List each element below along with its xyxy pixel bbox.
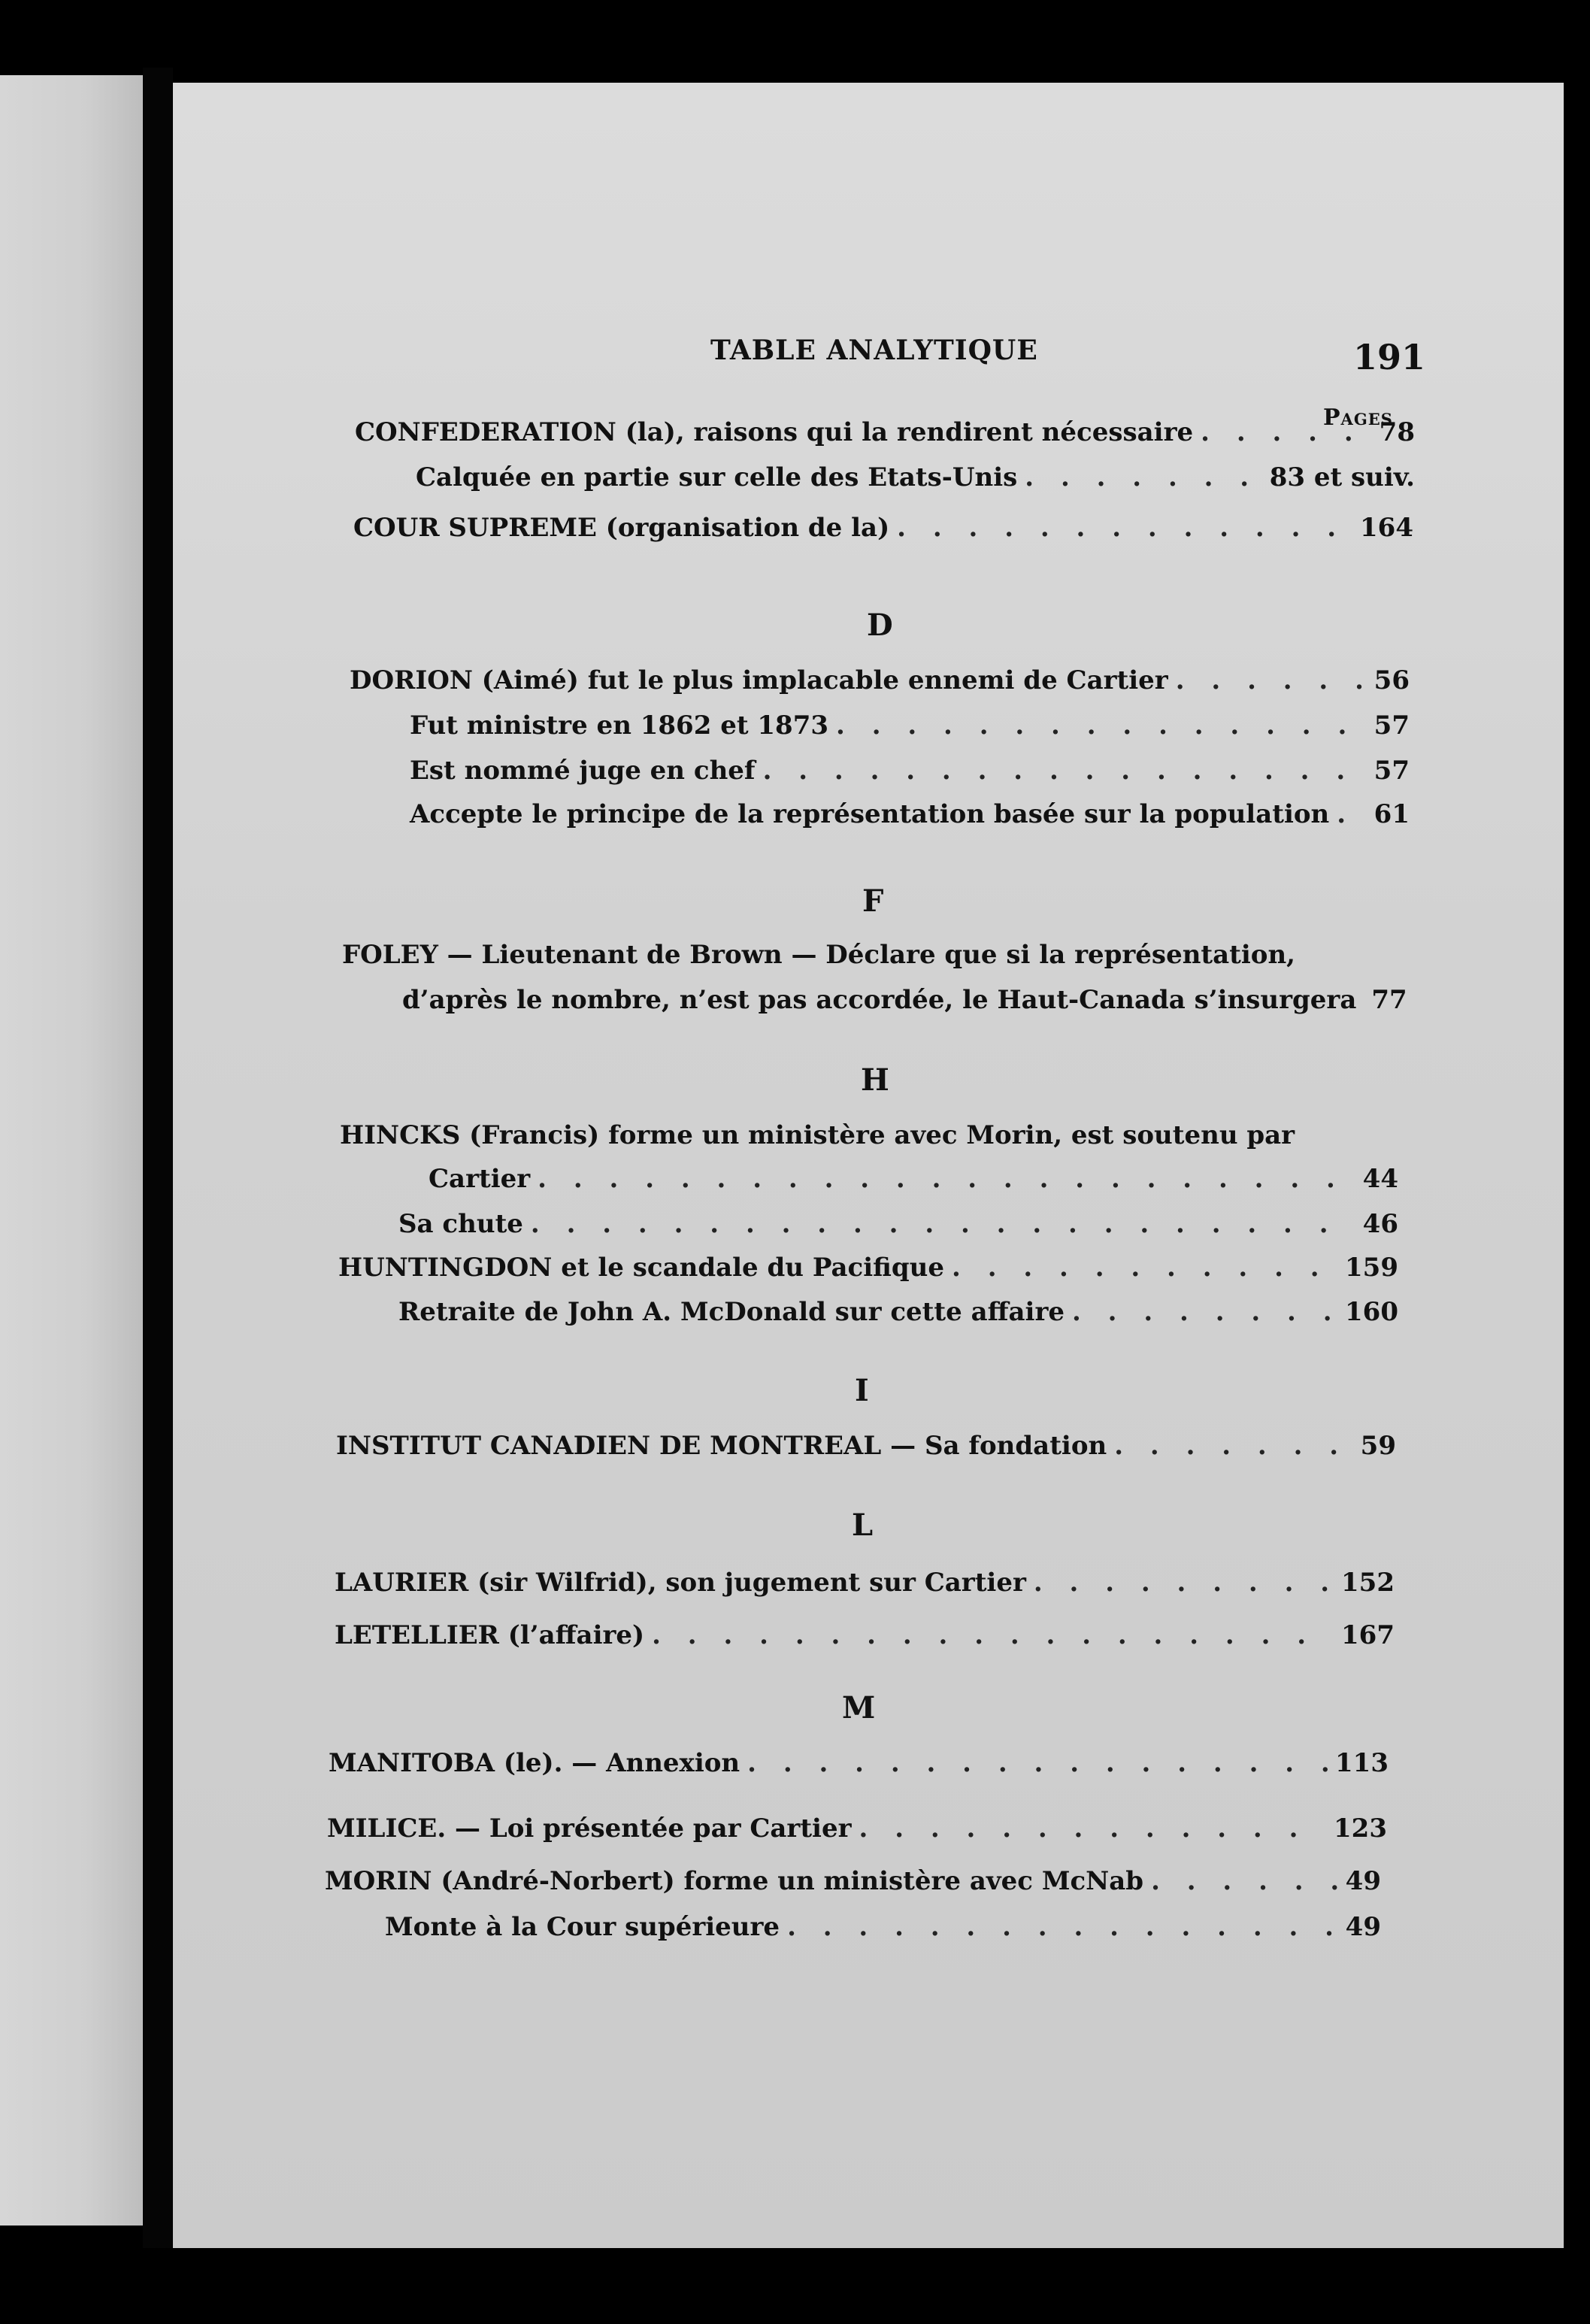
dot-leader — [763, 756, 1367, 786]
entry-text: Sa chute — [398, 1209, 523, 1239]
entry-text: Accepte le principe de la représentation basée sur la population — [410, 799, 1330, 829]
entry-page: 49 — [1345, 1912, 1381, 1942]
entry-text: MANITOBA (le). — Annexion — [329, 1748, 740, 1778]
index-subentry — [410, 756, 1410, 786]
index-entry — [325, 1866, 1381, 1896]
index-subentry — [410, 711, 1410, 741]
entry-text: INSTITUT CANADIEN DE MONTREAL — Sa fondation — [336, 1431, 1107, 1461]
section-letter: D — [867, 608, 893, 643]
entry-page: 113 — [1335, 1748, 1389, 1778]
dot-leader — [1151, 1866, 1338, 1896]
dot-leader — [1072, 1297, 1337, 1327]
index-entry — [350, 665, 1410, 695]
entry-page: 160 — [1345, 1297, 1398, 1327]
entry-page: 159 — [1345, 1253, 1398, 1283]
entry-text-line: FOLEY — Lieutenant de Brown — Déclare que si la représentation, — [342, 940, 1296, 970]
entry-text: HUNTINGDON et le scandale du Pacifique — [338, 1253, 945, 1283]
entry-text: Cartier — [429, 1164, 531, 1194]
index-subentry — [398, 1209, 1398, 1239]
running-title: TABLE ANALYTIQUE — [710, 335, 1038, 366]
index-entry — [338, 1253, 1398, 1283]
index-entry — [327, 1813, 1387, 1844]
dot-leader — [531, 1209, 1355, 1239]
entry-text: d’après le nombre, n’est pas accordée, le Haut-Canada s’insurgera — [402, 985, 1357, 1015]
index-entry — [355, 417, 1415, 447]
dot-leader — [1176, 665, 1367, 695]
entry-page: 83 et suiv. — [1269, 462, 1415, 492]
dot-leader — [1025, 462, 1261, 492]
entry-text: CONFEDERATION (la), raisons qui la rendirent nécessaire — [355, 417, 1194, 447]
dot-leader — [952, 1253, 1337, 1283]
entry-text: COUR SUPREME (organisation de la) — [353, 513, 890, 543]
dot-leader — [897, 513, 1352, 543]
entry-page: 49 — [1345, 1866, 1381, 1896]
index-entry — [335, 1568, 1395, 1598]
entry-text-line: HINCKS (Francis) forme un ministère avec Morin, est soutenu par — [340, 1120, 1295, 1150]
dot-leader — [1337, 799, 1366, 829]
entry-page: 61 — [1373, 799, 1410, 829]
section-letter: M — [842, 1690, 876, 1726]
dot-leader — [652, 1620, 1334, 1650]
section-letter: L — [852, 1507, 874, 1543]
index-entry — [336, 1431, 1396, 1461]
pages-column-label: Pages — [1323, 405, 1393, 431]
dot-leader — [859, 1813, 1327, 1844]
index-subentry — [416, 462, 1415, 492]
dot-leader — [1114, 1431, 1352, 1461]
index-entry — [353, 513, 1413, 543]
entry-page: 46 — [1362, 1209, 1398, 1239]
entry-text: DORION (Aimé) fut le plus implacable ennemi de Cartier — [350, 665, 1168, 695]
entry-text: MORIN (André-Norbert) forme un ministère avec McNab — [325, 1866, 1144, 1896]
entry-page: 164 — [1360, 513, 1413, 543]
dot-leader — [1201, 417, 1372, 447]
index-entry-continuation — [402, 985, 1407, 1015]
dot-leader — [787, 1912, 1338, 1942]
dot-leader — [836, 711, 1367, 741]
section-letter: H — [861, 1062, 889, 1098]
dot-leader — [1034, 1568, 1334, 1598]
book-spine — [143, 68, 173, 2248]
index-entry — [335, 1620, 1395, 1650]
section-letter: F — [862, 883, 884, 919]
entry-page: 57 — [1373, 711, 1410, 741]
entry-page: 56 — [1373, 665, 1410, 695]
dot-leader — [538, 1164, 1355, 1194]
entry-text: MILICE. — Loi présentée par Cartier — [327, 1813, 852, 1844]
entry-text: Monte à la Cour supérieure — [385, 1912, 780, 1942]
entry-text: Retraite de John A. McDonald sur cette affaire — [398, 1297, 1065, 1327]
entry-text: LAURIER (sir Wilfrid), son jugement sur Cartier — [335, 1568, 1026, 1598]
entry-page: 59 — [1360, 1431, 1396, 1461]
entry-page: 167 — [1341, 1620, 1395, 1650]
entry-page: 57 — [1373, 756, 1410, 786]
index-subentry — [410, 799, 1410, 829]
index-subentry — [398, 1297, 1398, 1327]
dot-leader — [747, 1748, 1328, 1778]
entry-text: Calquée en partie sur celle des Etats-Unis — [416, 462, 1018, 492]
page-number: 191 — [1353, 337, 1426, 377]
entry-page: 77 — [1371, 985, 1407, 1015]
index-subentry — [385, 1912, 1381, 1942]
index-entry-continuation — [429, 1164, 1398, 1194]
index-entry — [329, 1748, 1389, 1778]
entry-text: Est nommé juge en chef — [410, 756, 756, 786]
entry-page: 44 — [1362, 1164, 1398, 1194]
entry-page: 152 — [1341, 1568, 1395, 1598]
facing-page-edge — [0, 75, 143, 2226]
entry-text: Fut ministre en 1862 et 1873 — [410, 711, 829, 741]
section-letter: I — [855, 1373, 869, 1408]
entry-page: 123 — [1334, 1813, 1387, 1844]
entry-text: LETELLIER (l’affaire) — [335, 1620, 645, 1650]
entry-page: 78 — [1379, 417, 1415, 447]
